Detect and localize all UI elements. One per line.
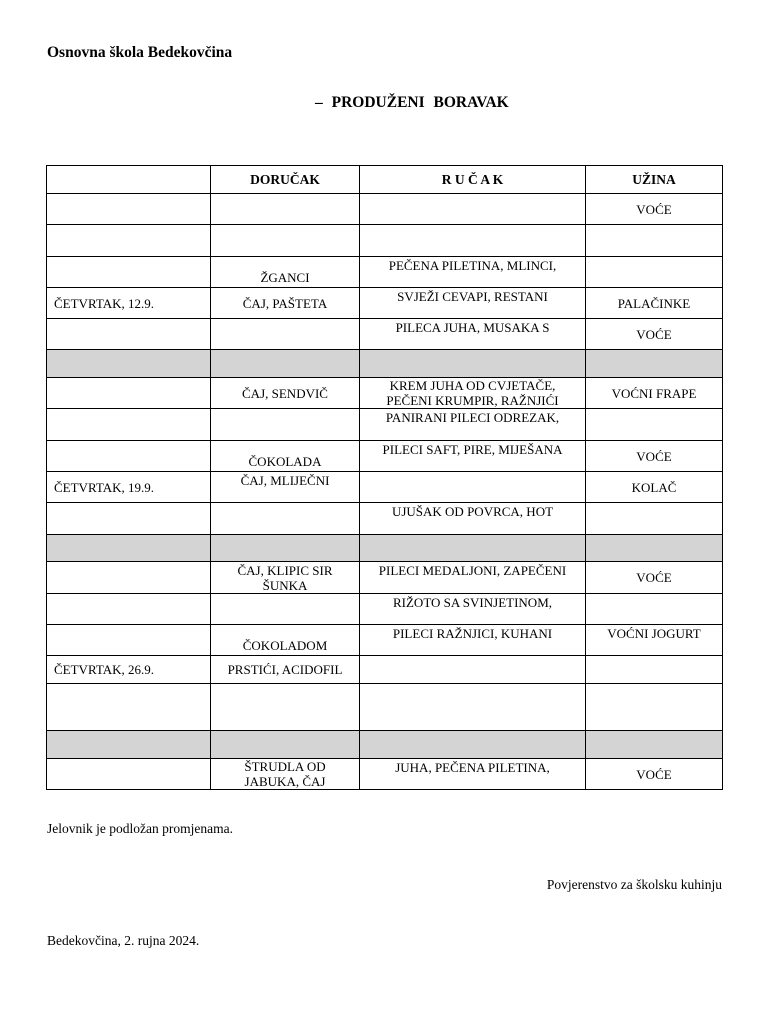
day-cell [47, 409, 211, 441]
breakfast-cell: ČAJ, SENDVIČ [211, 378, 360, 409]
day-cell [47, 257, 211, 288]
snack-cell: VOĆE [586, 319, 723, 350]
lunch-cell [360, 684, 586, 731]
day-cell [47, 562, 211, 594]
snack-cell: VOĆE [586, 441, 723, 472]
day-cell [47, 625, 211, 656]
table-row [47, 684, 723, 731]
lunch-cell: UJUŠAK OD POVRCA, HOT [360, 503, 586, 535]
snack-cell: VOĆNI JOGURT [586, 625, 723, 656]
snack-cell: VOĆNI FRAPE [586, 378, 723, 409]
lunch-cell: JUHA, PEČENA PILETINA, [360, 759, 586, 790]
breakfast-cell: ŠTRUDLA OD JABUKA, ČAJ [211, 759, 360, 790]
table-row [47, 503, 723, 535]
day-cell [47, 759, 211, 790]
lunch-cell [360, 472, 586, 503]
separator-cell [360, 535, 586, 562]
day-cell [47, 319, 211, 350]
day-cell [47, 594, 211, 625]
day-cell [47, 194, 211, 225]
day-cell [47, 225, 211, 257]
snack-cell: KOLAČ [586, 472, 723, 503]
breakfast-cell: PRSTIĆI, ACIDOFIL [211, 656, 360, 684]
lunch-cell: PANIRANI PILECI ODREZAK, [360, 409, 586, 441]
lunch-cell [360, 656, 586, 684]
lunch-cell: RIŽOTO SA SVINJETINOM, [360, 594, 586, 625]
breakfast-cell: ČAJ, PAŠTETA [211, 288, 360, 319]
breakfast-cell [211, 409, 360, 441]
snack-cell [586, 225, 723, 257]
breakfast-cell: ŽGANCI [211, 257, 360, 288]
table-row [47, 378, 723, 409]
separator-row [47, 350, 723, 378]
table-row [47, 562, 723, 594]
day-cell [47, 378, 211, 409]
snack-cell [586, 409, 723, 441]
day-cell: ČETVRTAK, 12.9. [47, 288, 211, 319]
snack-cell [586, 594, 723, 625]
lunch-cell: PEČENA PILETINA, MLINCI, [360, 257, 586, 288]
breakfast-cell [211, 503, 360, 535]
separator-cell [360, 731, 586, 759]
separator-row [47, 731, 723, 759]
breakfast-cell: ČOKOLADOM [211, 625, 360, 656]
table-row [47, 319, 723, 350]
lunch-cell [360, 225, 586, 257]
table-row [47, 594, 723, 625]
place-and-date: Bedekovčina, 2. rujna 2024. [47, 933, 200, 948]
header-cell-day [47, 166, 211, 194]
lunch-cell: PILECI SAFT, PIRE, MIJEŠANA [360, 441, 586, 472]
lunch-cell [360, 194, 586, 225]
separator-cell [586, 731, 723, 759]
school-name: Osnovna škola Bedekovčina [47, 44, 233, 61]
snack-cell [586, 257, 723, 288]
header-cell-breakfast: DORUČAK [211, 166, 360, 194]
snack-cell: PALAČINKE [586, 288, 723, 319]
table-row [47, 441, 723, 472]
snack-cell: VOĆE [586, 759, 723, 790]
table-row [47, 288, 723, 319]
header-cell-lunch: R U Č A K [360, 166, 586, 194]
table-header-row [47, 166, 723, 194]
separator-cell [211, 350, 360, 378]
breakfast-cell: ČAJ, KLIPIC SIR ŠUNKA [211, 562, 360, 594]
breakfast-cell [211, 194, 360, 225]
disclaimer-note: Jelovnik je podložan promjenama. [47, 821, 233, 836]
table-row [47, 759, 723, 790]
table-row [47, 656, 723, 684]
lunch-cell: PILECI MEDALJONI, ZAPEČENI [360, 562, 586, 594]
day-cell: ČETVRTAK, 19.9. [47, 472, 211, 503]
snack-cell [586, 656, 723, 684]
breakfast-cell [211, 684, 360, 731]
lunch-cell: PILECA JUHA, MUSAKA S [360, 319, 586, 350]
lunch-cell: KREM JUHA OD CVJETAČE, PEČENI KRUMPIR, RAŽNJIĆI [360, 378, 586, 409]
separator-cell [586, 350, 723, 378]
table-row [47, 409, 723, 441]
breakfast-cell [211, 319, 360, 350]
snack-cell: VOĆE [586, 562, 723, 594]
separator-cell [211, 535, 360, 562]
breakfast-cell [211, 225, 360, 257]
table-row [47, 257, 723, 288]
day-cell [47, 684, 211, 731]
separator-cell [47, 350, 211, 378]
table-row [47, 194, 723, 225]
header-cell-snack: UŽINA [586, 166, 723, 194]
separator-cell [47, 731, 211, 759]
snack-cell [586, 684, 723, 731]
document-subtitle: – PRODUŽENI BORAVAK [315, 94, 509, 111]
separator-cell [586, 535, 723, 562]
table-row [47, 472, 723, 503]
breakfast-cell: ČAJ, MLIJEČNI [211, 472, 360, 503]
table-row [47, 625, 723, 656]
lunch-cell: PILECI RAŽNJICI, KUHANI [360, 625, 586, 656]
signature-line: Povjerenstvo za školsku kuhinju [546, 877, 722, 892]
day-cell: ČETVRTAK, 26.9. [47, 656, 211, 684]
separator-row [47, 535, 723, 562]
separator-cell [211, 731, 360, 759]
breakfast-cell: ČOKOLADA [211, 441, 360, 472]
menu-table [46, 165, 723, 790]
separator-cell [360, 350, 586, 378]
snack-cell [586, 503, 723, 535]
breakfast-cell [211, 594, 360, 625]
lunch-cell: SVJEŽI CEVAPI, RESTANI [360, 288, 586, 319]
snack-cell: VOĆE [586, 194, 723, 225]
table-row [47, 225, 723, 257]
day-cell [47, 503, 211, 535]
separator-cell [47, 535, 211, 562]
day-cell [47, 441, 211, 472]
